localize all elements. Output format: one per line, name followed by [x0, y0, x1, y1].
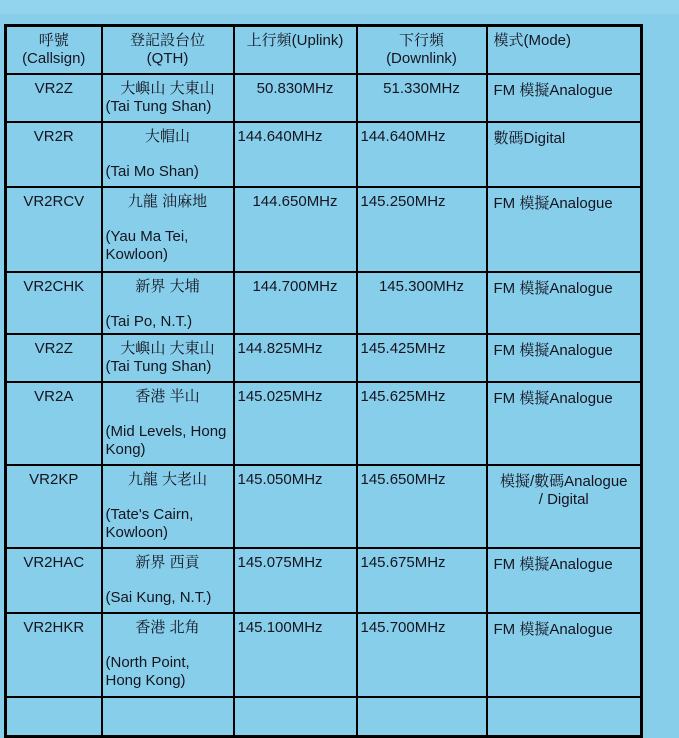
header-line: 登記設台位	[129, 32, 205, 49]
downlink-cell	[357, 122, 487, 187]
callsign-text: VR2HAC	[23, 553, 85, 571]
uplink-cell	[234, 122, 357, 187]
callsign-text: VR2RCV	[23, 192, 85, 210]
callsign-cell	[6, 187, 102, 272]
header-downlink-cell	[357, 26, 487, 74]
downlink-frequency-text: 145.300MHz	[378, 277, 465, 295]
header-row	[6, 26, 642, 74]
qth-english-text: (Tai Tung Shan)	[105, 357, 212, 375]
uplink-cell	[234, 74, 357, 122]
qth-chinese-text: 大帽山	[144, 127, 190, 145]
mode-cell	[487, 272, 642, 334]
callsign-text: VR2CHK	[23, 277, 85, 295]
mode-cell	[487, 382, 642, 465]
qth-english-text: (Tate's Cairn, Kowloon)	[105, 505, 194, 541]
uplink-cell	[234, 187, 357, 272]
mode-cell	[487, 122, 642, 187]
qth-cell	[102, 272, 234, 334]
qth-chinese-text: 新界 西貢	[135, 553, 200, 571]
mode-line-text: FM 模擬Analogue	[493, 279, 613, 297]
qth-english-text: (Yau Ma Tei, Kowloon)	[105, 227, 189, 263]
uplink-cell	[234, 334, 357, 382]
header-line: 下行頻	[398, 32, 444, 49]
downlink-cell	[357, 613, 487, 697]
qth-english-text: (Tai Mo Shan)	[105, 162, 199, 180]
header-line: (QTH)	[146, 50, 189, 67]
qth-cell	[102, 334, 234, 382]
qth-chinese-text: 大嶼山 大東山	[120, 339, 215, 357]
qth-chinese-text: 大嶼山 大東山	[120, 79, 215, 97]
mode-line-text: 數碼Digital	[493, 129, 566, 147]
header-mode-cell	[487, 26, 642, 74]
table-row	[6, 272, 642, 334]
mode-cell	[487, 187, 642, 272]
mode-cell	[487, 334, 642, 382]
qth-cell	[102, 697, 234, 737]
callsign-cell	[6, 334, 102, 382]
qth-cell	[102, 613, 234, 697]
callsign-cell	[6, 382, 102, 465]
uplink-frequency-text: 145.075MHz	[237, 553, 323, 571]
uplink-cell	[234, 465, 357, 548]
mode-cell	[487, 697, 642, 737]
header-qth-cell	[102, 26, 234, 74]
callsign-cell	[6, 122, 102, 187]
mode-line-text: FM 模擬Analogue	[493, 555, 613, 573]
qth-cell	[102, 187, 234, 272]
callsign-text: VR2A	[34, 387, 74, 405]
uplink-frequency-text: 145.025MHz	[237, 387, 323, 405]
mode-cell	[487, 465, 642, 548]
callsign-text: VR2Z	[34, 339, 73, 357]
qth-english-text: (Tai Po, N.T.)	[105, 312, 193, 330]
header-line: (Callsign)	[22, 50, 86, 67]
downlink-frequency-text: 51.330MHz	[383, 79, 460, 97]
page-top-strip	[0, 0, 679, 14]
callsign-text: VR2KP	[29, 470, 79, 488]
qth-english-text: (Tai Tung Shan)	[105, 97, 212, 115]
mode-line-text: FM 模擬Analogue	[493, 194, 613, 212]
mode-line-text: FM 模擬Analogue	[493, 389, 613, 407]
callsign-cell	[6, 613, 102, 697]
downlink-frequency-text: 145.250MHz	[360, 192, 446, 210]
downlink-cell	[357, 465, 487, 548]
uplink-frequency-text: 145.100MHz	[237, 618, 323, 636]
qth-english-text: (North Point, Hong Kong)	[105, 653, 190, 689]
mode-cell	[487, 613, 642, 697]
uplink-frequency-text: 144.825MHz	[237, 339, 323, 357]
downlink-frequency-text: 145.625MHz	[360, 387, 446, 405]
qth-cell	[102, 122, 234, 187]
uplink-cell	[234, 548, 357, 613]
downlink-cell	[357, 697, 487, 737]
qth-cell	[102, 382, 234, 465]
header-line: (Downlink)	[386, 50, 457, 67]
header-callsign-cell	[6, 26, 102, 74]
qth-cell	[102, 548, 234, 613]
callsign-cell	[6, 465, 102, 548]
downlink-cell	[357, 272, 487, 334]
table-row	[6, 74, 642, 122]
downlink-frequency-text: 144.640MHz	[360, 127, 446, 145]
uplink-cell	[234, 272, 357, 334]
qth-chinese-text: 九龍 大老山	[127, 470, 208, 488]
callsign-text: VR2HKR	[23, 618, 85, 636]
qth-cell	[102, 74, 234, 122]
downlink-frequency-text: 145.425MHz	[360, 339, 446, 357]
downlink-frequency-text: 145.675MHz	[360, 553, 446, 571]
qth-chinese-text: 九龍 油麻地	[127, 192, 208, 210]
downlink-cell	[357, 334, 487, 382]
mode-cell	[487, 74, 642, 122]
downlink-cell	[357, 382, 487, 465]
callsign-cell	[6, 548, 102, 613]
header-line: 呼號	[38, 32, 69, 49]
table-row	[6, 122, 642, 187]
callsign-cell	[6, 272, 102, 334]
table-row	[6, 548, 642, 613]
callsign-cell	[6, 74, 102, 122]
callsign-text: VR2R	[33, 127, 74, 145]
qth-chinese-text: 香港 半山	[135, 387, 200, 405]
downlink-cell	[357, 548, 487, 613]
header-uplink-cell	[234, 26, 357, 74]
qth-english-text: (Mid Levels, Hong Kong)	[105, 422, 227, 458]
qth-chinese-text: 香港 北角	[135, 618, 200, 636]
uplink-cell	[234, 382, 357, 465]
qth-chinese-text: 新界 大埔	[135, 277, 200, 295]
header-line: 模式(Mode)	[493, 32, 572, 49]
table-row	[6, 697, 642, 737]
mode-line-text: FM 模擬Analogue	[493, 81, 613, 99]
callsign-cell	[6, 697, 102, 737]
mode-line-text: 模擬/數碼Analogue	[499, 472, 628, 490]
table-row	[6, 187, 642, 272]
table-row	[6, 382, 642, 465]
downlink-cell	[357, 187, 487, 272]
mode-line-text: FM 模擬Analogue	[493, 341, 613, 359]
table-row	[6, 334, 642, 382]
downlink-frequency-text: 145.650MHz	[360, 470, 446, 488]
qth-english-text: (Sai Kung, N.T.)	[105, 588, 212, 606]
table-row	[6, 613, 642, 697]
mode-line-text: / Digital	[538, 490, 589, 508]
uplink-frequency-text: 50.830MHz	[256, 79, 334, 97]
uplink-frequency-text: 144.640MHz	[237, 127, 323, 145]
uplink-cell	[234, 697, 357, 737]
callsign-text: VR2Z	[34, 79, 73, 97]
table-row	[6, 465, 642, 548]
downlink-cell	[357, 74, 487, 122]
mode-line-text: FM 模擬Analogue	[493, 620, 613, 638]
uplink-frequency-text: 145.050MHz	[237, 470, 323, 488]
uplink-frequency-text: 144.700MHz	[252, 277, 338, 295]
repeater-table	[4, 24, 643, 738]
header-line: 上行頻(Uplink)	[246, 32, 344, 49]
qth-cell	[102, 465, 234, 548]
uplink-frequency-text: 144.650MHz	[252, 192, 338, 210]
downlink-frequency-text: 145.700MHz	[360, 618, 446, 636]
mode-cell	[487, 548, 642, 613]
uplink-cell	[234, 613, 357, 697]
